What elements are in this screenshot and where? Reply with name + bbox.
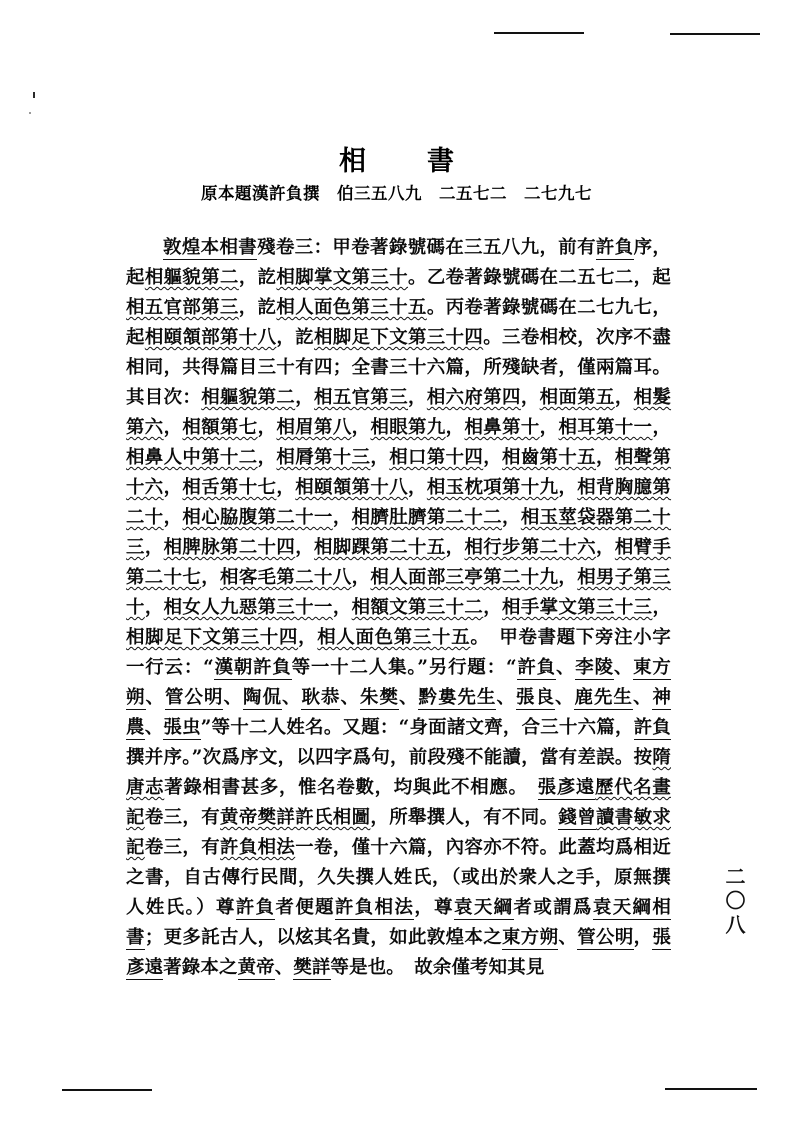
body-text-run: 、 — [496, 687, 516, 708]
proper-noun-underline: 張良 — [515, 687, 555, 708]
work-title-underline: 相行步第二十六 — [464, 537, 597, 558]
body-text-run: ，訖 — [238, 267, 277, 288]
body-text-run: ，尊 — [414, 897, 455, 918]
proper-noun-underline: 東方朔 — [126, 657, 672, 708]
work-title-underline: 相舌第十七 — [182, 477, 277, 498]
body-text-run: 、 — [554, 687, 575, 708]
work-title-underline: 隋唐志 — [126, 747, 671, 798]
body-text-run: ， — [652, 597, 672, 618]
body-text-run: ， — [558, 477, 578, 498]
proper-noun-underline: 東方朔 — [502, 927, 559, 948]
work-title-underline: 相鼻人中第十二 — [126, 447, 258, 468]
body-text-run: ， — [163, 477, 183, 498]
proper-noun-underline: 錢曾 — [558, 807, 596, 828]
body-text-run: ， — [614, 387, 634, 408]
body-text-run: ， — [295, 387, 315, 408]
work-title-underline: 相脾脉第二十四 — [163, 537, 296, 558]
body-text-run: ， — [351, 417, 371, 438]
scan-speck — [29, 112, 31, 114]
body-text-run: 、 — [144, 717, 164, 738]
body-text-run: ”等十二人姓名。又題：“身面諸文齊，合三十六篇， — [200, 717, 634, 738]
work-title-underline: 相人面色第三十五 — [276, 297, 427, 318]
body-text-run: ， — [201, 567, 221, 588]
body-text-run: ， — [332, 597, 352, 618]
work-title-underline: 相齒第十五 — [502, 447, 597, 468]
body-text-run: 著錄相書甚多，惟名卷數，均與此不相應。 — [164, 777, 538, 798]
work-title-underline: 相六府第四 — [426, 387, 521, 408]
proper-noun-underline: 許負 — [595, 237, 634, 258]
proper-noun-underline: 黄帝 — [237, 957, 275, 978]
proper-noun-underline: 陶侃 — [242, 687, 282, 708]
proper-noun-underline: 樊詳 — [293, 957, 331, 978]
body-text-run: ， — [445, 417, 465, 438]
work-title-underline: 許負相法 — [220, 837, 296, 858]
work-title-underline: 相臂手第二十七 — [126, 537, 672, 588]
body-text-run: 、 — [274, 957, 294, 978]
body-text-run: ， — [144, 537, 164, 558]
proper-noun-underline: 漢朝許負 — [213, 657, 292, 678]
proper-noun-underline: 敦煌本相書 — [163, 237, 258, 258]
proper-noun-underline: 神農 — [126, 687, 672, 738]
body-text-block — [126, 233, 671, 983]
body-text-run: ， — [558, 567, 578, 588]
work-title-underline: 相頤頷部第十八 — [144, 327, 277, 348]
work-title-underline: 相軀貌第二 — [144, 267, 239, 288]
work-title-underline: 相背胸臆第二十 — [126, 477, 672, 528]
top-right-registration-rule — [670, 33, 760, 35]
body-text-run: ， — [163, 417, 183, 438]
body-text-run: 殘卷三：甲卷著錄號碼在三五八九，前有 — [257, 237, 596, 258]
body-text-run: ， — [539, 417, 559, 438]
body-text-run: 、 — [145, 687, 165, 708]
body-text-run: ， — [596, 447, 615, 468]
body-text-run: ， — [408, 387, 427, 408]
work-title-underline: 相臍肚臍第二十二 — [351, 507, 503, 528]
work-title-underline: 相鼻第十 — [464, 417, 540, 438]
body-text-run: 、 — [613, 657, 634, 678]
body-text-run: ， — [502, 507, 521, 528]
work-title-underline: 相玉莖袋器第二十三 — [126, 507, 672, 558]
work-title-underline: 相脚踝第二十五 — [314, 537, 446, 558]
proper-noun-underline: 許負 — [235, 897, 276, 918]
body-text-run: 等一十二人集。”另行題：“ — [291, 657, 517, 678]
body-text-run: ， — [257, 447, 277, 468]
work-title-underline: 黄帝樊詳許氏相圖 — [220, 807, 371, 828]
work-title-underline: 相頤頷第十八 — [295, 477, 409, 498]
body-text-run: 卷三，有 — [144, 807, 221, 828]
body-text-run: ， — [276, 477, 296, 498]
body-text-run: 等是也。 故余僅考知其見 — [330, 957, 545, 978]
body-text-run: ， — [163, 507, 183, 528]
work-title-underline: 相脣第十三 — [276, 447, 371, 468]
proper-noun-underline: 耿恭 — [301, 687, 341, 708]
page-subtitle: 原本題漢許負撰 伯三五八九 二五七二 二七九七 — [201, 184, 592, 203]
proper-noun-underline: 許負 — [633, 717, 672, 738]
proper-noun-underline: 鹿先生 — [574, 687, 633, 708]
work-title-underline: 相口第十四 — [389, 447, 484, 468]
body-text-run: 卷三，有 — [144, 837, 221, 858]
work-title-underline: 讀書敏求記 — [126, 807, 671, 858]
work-title-underline: 相額第七 — [182, 417, 258, 438]
body-text-run: ，訖 — [276, 327, 315, 348]
body-text-run: 、 — [340, 687, 360, 708]
proper-noun-underline: 袁天綱相書 — [126, 897, 671, 948]
work-title-underline: 相眉第八 — [276, 417, 352, 438]
proper-noun-underline: 李陵 — [575, 657, 614, 678]
body-text-run: 序，起 — [126, 237, 671, 288]
proper-noun-underline: 許負 — [516, 657, 557, 678]
body-text-run: ， — [144, 597, 164, 618]
body-text-run: 。丙卷著錄號碼在二七九七，起 — [126, 297, 671, 348]
body-text-run: 、 — [281, 687, 302, 708]
body-text-run: ， — [298, 627, 318, 648]
work-title-underline: 相五官部第三 — [126, 297, 239, 318]
body-text-run: ， — [332, 507, 352, 528]
body-text-run: ，所舉撰人，有不同。 — [370, 807, 559, 828]
proper-noun-underline: 袁天綱 — [454, 897, 514, 918]
work-title-underline: 相脚足下文第三十四 — [314, 327, 484, 348]
work-title-underline: 相心脇腹第二十一 — [182, 507, 333, 528]
body-text-run: 一卷，僅十六篇，內容亦不符。此蓋均爲相近之書，自古傳行民間，久失撰人姓氏，（或出於衆人之手，原無撰人姓氏。）尊 — [126, 837, 671, 918]
body-text-run: ， — [596, 537, 615, 558]
body-text-run: 、 — [558, 927, 578, 948]
body-text-run: ， — [408, 477, 427, 498]
body-text-run: 撰并序。”次爲序文，以四字爲句，前段殘不能讀，當有差誤。按 — [126, 747, 653, 768]
body-text-run: ， — [483, 597, 503, 618]
top-left-registration-rule — [494, 32, 584, 34]
work-title-underline: 相眼第九 — [370, 417, 446, 438]
work-title-underline: 相男子第三十 — [126, 567, 672, 618]
body-text-run: 。乙卷著錄號碼在二五七二，起 — [408, 267, 671, 288]
work-title-underline: 相女人九惡第三十一 — [163, 597, 333, 618]
bottom-right-registration-rule — [665, 1088, 757, 1090]
body-text-run: 、 — [556, 657, 576, 678]
work-title-underline: 相聲第十六 — [126, 447, 672, 498]
work-title-underline: 相髮第六 — [126, 387, 672, 438]
body-text-run: 者或謂爲 — [513, 897, 593, 918]
body-text-run: ， — [257, 417, 277, 438]
body-text-run: ， — [445, 537, 465, 558]
proper-noun-underline: 張彥遠 — [126, 927, 672, 978]
work-title-underline: 相脚掌文第三十 — [276, 267, 409, 288]
body-text-run: ， — [370, 447, 390, 468]
proper-noun-underline: 管公明 — [165, 687, 224, 708]
proper-noun-underline: 張虫 — [163, 717, 201, 738]
body-text-run: ， — [520, 387, 540, 408]
body-paragraph — [126, 233, 671, 983]
body-text-run: ；更多託古人，以炫其名貴，如此敦煌本之 — [144, 927, 502, 948]
masthead — [0, 148, 793, 203]
work-title-underline: 相耳第十一 — [558, 417, 653, 438]
page-title: 相 書 — [339, 146, 471, 177]
work-title-underline: 相額文第三十二 — [351, 597, 484, 618]
body-text-run: ， — [633, 927, 653, 948]
work-title-underline: 相五官第三 — [314, 387, 409, 408]
body-text-run: 、 — [223, 687, 243, 708]
work-title-underline: 相人面色第三十五 — [317, 627, 471, 648]
proper-noun-underline: 許負相法 — [335, 897, 415, 918]
body-text-run: ， — [351, 567, 371, 588]
scan-speck — [33, 92, 35, 98]
proper-noun-underline: 張彥遠 — [537, 777, 596, 798]
work-title-underline: 相手掌文第三十三 — [502, 597, 653, 618]
proper-noun-underline: 管公明 — [577, 927, 634, 948]
body-text-run: ，訖 — [238, 297, 277, 318]
body-text-run: 者便題 — [275, 897, 335, 918]
body-text-run: 、 — [632, 687, 653, 708]
work-title-underline: 相客毛第二十八 — [220, 567, 352, 588]
body-text-run: 、 — [398, 687, 419, 708]
proper-noun-underline: 黔婁先生 — [418, 687, 497, 708]
folio-page-number: 二〇八 — [722, 866, 746, 938]
body-text-run: 。三卷相校，次序不盡相同，共得篇目三十有四；全書三十六篇，所殘缺者，僅兩篇耳。其目次： — [126, 327, 671, 408]
work-title-underline: 相軀貌第二 — [201, 387, 296, 408]
body-text-run: 。 甲卷書題下旁注小字一行云：“ — [126, 627, 671, 678]
body-text-run: ， — [652, 417, 672, 438]
proper-noun-underline: 朱樊 — [359, 687, 399, 708]
work-title-underline: 相脚足下文第三十四 — [126, 627, 299, 648]
work-title-underline: 相玉枕項第十九 — [426, 477, 559, 498]
body-text-run: 著錄本之 — [163, 957, 238, 978]
bottom-left-registration-rule — [62, 1089, 152, 1091]
work-title-underline: 歷代名畫記 — [126, 777, 671, 828]
work-title-underline: 相面第五 — [539, 387, 615, 408]
body-text-run: ， — [483, 447, 503, 468]
body-text-run: ， — [295, 537, 315, 558]
work-title-underline: 相人面部三亭第二十九 — [370, 567, 559, 588]
